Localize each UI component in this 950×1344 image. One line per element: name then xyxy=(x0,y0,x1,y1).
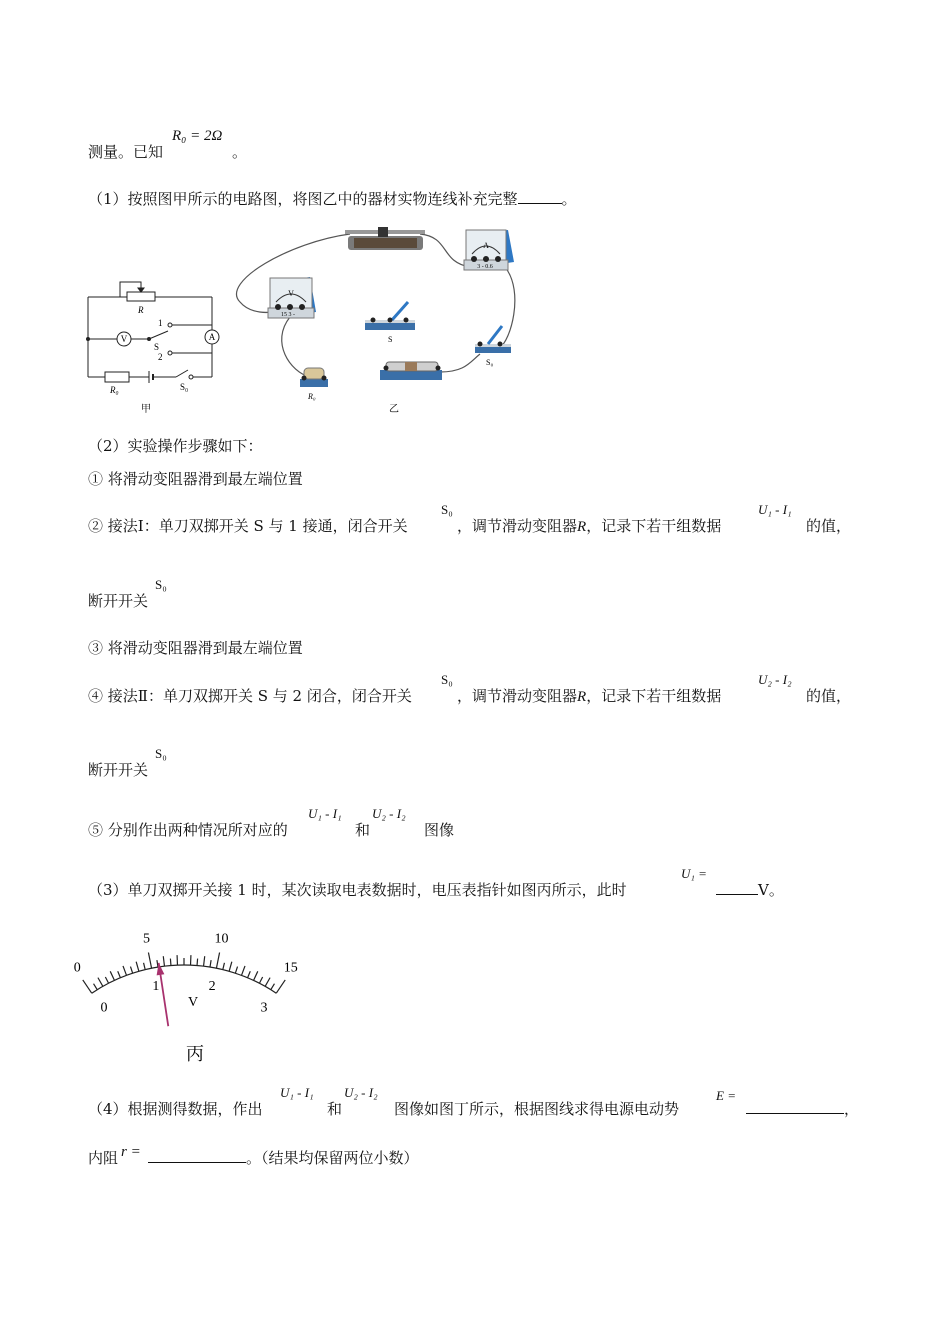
figure-bing-voltmeter-dial xyxy=(73,920,310,1070)
meter-tick xyxy=(130,967,132,974)
answer-blank-E[interactable] xyxy=(746,1099,844,1114)
jia-R-label: R xyxy=(138,305,144,315)
meter-tick xyxy=(136,962,139,972)
intro-end: 。 xyxy=(232,143,248,161)
rheostat-icon xyxy=(345,227,425,250)
meter-tick xyxy=(254,971,258,980)
step-4-U2I2: U₂ - I₂ xyxy=(758,672,792,687)
question-4-r-post: 。（结果均保留两位小数） xyxy=(246,1149,419,1167)
step-2-line xyxy=(88,515,408,536)
question-3-answer xyxy=(716,879,784,900)
step-4-text-b-line xyxy=(457,685,721,706)
jia-2-label: 2 xyxy=(158,352,163,362)
step-5-U1I1: U₁ - I₁ xyxy=(308,806,342,821)
step-5-text-c: 图像 xyxy=(424,821,455,839)
switch-s0-icon xyxy=(475,326,511,367)
step-4-line xyxy=(88,685,412,706)
step-2-text-b-line xyxy=(457,515,721,536)
jia-A-label: A xyxy=(208,332,216,342)
yi-A-label: A xyxy=(483,241,489,250)
meter-tick xyxy=(83,980,92,993)
question-3-unit: V。 xyxy=(758,881,784,899)
meter-top-label: 15 xyxy=(283,960,298,976)
yi-S-label: S xyxy=(388,335,393,344)
voltmeter-icon xyxy=(268,277,316,318)
question-1-end: 。 xyxy=(561,190,577,208)
jia-R0-label: R₀ xyxy=(110,385,119,395)
answer-blank-1[interactable] xyxy=(518,189,562,204)
meter-tick xyxy=(259,977,262,983)
meter-tick xyxy=(216,953,219,969)
meter-tick xyxy=(148,953,151,969)
meter-unit: V xyxy=(188,995,199,1010)
meter-tick xyxy=(204,956,205,966)
figure-yi-apparatus xyxy=(230,222,530,417)
question-1 xyxy=(88,188,577,209)
step-5-text-b: 和 xyxy=(355,821,371,839)
meter-tick xyxy=(276,980,285,993)
question-2-title: （2）实验操作步骤如下： xyxy=(88,437,263,455)
jia-1-label: 1 xyxy=(158,318,163,328)
question-4-r: r = xyxy=(121,1144,141,1160)
meter-tick xyxy=(271,984,275,990)
step-4-text-a: ④ 接法Ⅱ：单刀双掷开关 S 与 2 闭合，闭合开关 xyxy=(88,687,412,705)
step-2-text-b: ，调节滑动变阻器 xyxy=(457,517,578,535)
step-3: ③ 将滑动变阻器滑到最左端位置 xyxy=(88,639,303,657)
meter-tick xyxy=(248,971,251,977)
step-2-U1I1: U₁ - I₁ xyxy=(758,502,792,517)
ammeter-icon xyxy=(464,230,514,270)
question-4-E-answer xyxy=(746,1098,859,1119)
question-4-text-c: 图像如图丁所示，根据图线求得电源电动势 xyxy=(394,1100,680,1118)
step-4-text-e: 断开开关 xyxy=(88,761,149,779)
step-4-R: R xyxy=(577,689,587,705)
yi-S0-label: S₀ xyxy=(486,358,494,367)
meter-tick xyxy=(223,963,225,970)
intro-line xyxy=(88,141,163,162)
meter-bottom-label: 1 xyxy=(152,978,160,994)
jia-S0-label: S₀ xyxy=(180,382,189,392)
step-4-S0-end: S₀ xyxy=(155,746,167,761)
double-throw-switch-icon xyxy=(365,302,415,344)
step-2-R: R xyxy=(577,519,587,535)
meter-tick xyxy=(123,966,126,975)
meter-top-label: 0 xyxy=(73,960,81,976)
meter-tick xyxy=(235,967,237,974)
meter-tick xyxy=(229,962,232,972)
meter-caption: 丙 xyxy=(186,1044,204,1064)
question-4-text-b: 和 xyxy=(327,1100,343,1118)
resistor-r0-icon xyxy=(300,368,328,401)
yi-caption: 乙 xyxy=(389,404,399,415)
jia-caption: 甲 xyxy=(141,404,151,415)
step-2-text-a: ② 接法Ⅰ：单刀双掷开关 S 与 1 接通，闭合开关 xyxy=(88,517,408,535)
question-4-r-line xyxy=(88,1147,118,1168)
question-4-E: E = xyxy=(716,1088,736,1103)
meter-tick xyxy=(105,977,108,983)
step-2-S0-end: S₀ xyxy=(155,577,167,592)
battery-icon xyxy=(380,362,442,380)
meter-top-label: 5 xyxy=(142,931,150,947)
jia-S-label: S xyxy=(154,342,160,352)
meter-tick xyxy=(118,971,121,977)
meter-bottom-label: 0 xyxy=(100,1000,108,1016)
jia-V-label: V xyxy=(120,334,128,344)
step-1: ① 将滑动变阻器滑到最左端位置 xyxy=(88,470,303,488)
question-4-comma: ， xyxy=(844,1100,860,1118)
step-4-text-c: ，记录下若干组数据 xyxy=(586,687,722,705)
intro-text: 测量。已知 xyxy=(88,143,164,161)
meter-tick xyxy=(210,960,211,967)
yi-V-terminals: 15 3 - xyxy=(281,312,295,318)
question-4-text-a: （4）根据测得数据，作出 xyxy=(88,1100,263,1118)
yi-V-label: V xyxy=(288,289,294,298)
figure-jia-circuit xyxy=(80,270,230,420)
step-5-text-a: ⑤ 分别作出两种情况所对应的 xyxy=(88,821,288,839)
yi-R0-label: R₀ xyxy=(308,392,316,401)
answer-blank-3[interactable] xyxy=(716,880,758,895)
meter-tick xyxy=(157,960,158,967)
meter-tick xyxy=(94,984,98,990)
step-4-S0: S₀ xyxy=(441,672,453,687)
question-4-r-pre: 内阻 xyxy=(88,1149,119,1167)
intro-formula: R₀ = 2Ω xyxy=(172,128,223,144)
meter-tick xyxy=(110,971,114,980)
question-3-text: （3）单刀双掷开关接 1 时，某次读取电表数据时，电压表指针如图丙所示，此时 xyxy=(88,881,627,899)
meter-bottom-label: 3 xyxy=(260,1000,268,1016)
question-1-text: （1）按照图甲所示的电路图，将图乙中的器材实物连线补充完整 xyxy=(88,190,518,208)
step-4-text-b: ，调节滑动变阻器 xyxy=(457,687,578,705)
question-4-U2I2: U₂ - I₂ xyxy=(344,1085,378,1100)
step-2-S0: S₀ xyxy=(441,502,453,517)
step-4-text-d: 的值， xyxy=(806,687,852,705)
step-2-text-e: 断开开关 xyxy=(88,592,149,610)
meter-tick xyxy=(265,978,270,987)
step-2-text-c: ，记录下若干组数据 xyxy=(586,517,722,535)
meter-tick xyxy=(98,978,103,987)
meter-tick xyxy=(197,959,198,966)
step-5-U2I2: U₂ - I₂ xyxy=(372,806,406,821)
meter-tick xyxy=(242,966,245,975)
answer-blank-r[interactable] xyxy=(148,1148,246,1163)
meter-tick xyxy=(144,963,146,970)
meter-top-label: 10 xyxy=(214,931,229,947)
yi-A-terminals: 3 - 0.6 xyxy=(477,264,493,270)
step-2-text-d: 的值， xyxy=(806,517,852,535)
question-3-U1: U₁ = xyxy=(681,866,707,881)
meter-tick xyxy=(170,959,171,966)
meter-tick xyxy=(163,956,164,966)
meter-bottom-label: 2 xyxy=(208,978,216,994)
question-4-U1I1: U₁ - I₁ xyxy=(280,1085,314,1100)
question-4-r-answer xyxy=(148,1147,419,1168)
